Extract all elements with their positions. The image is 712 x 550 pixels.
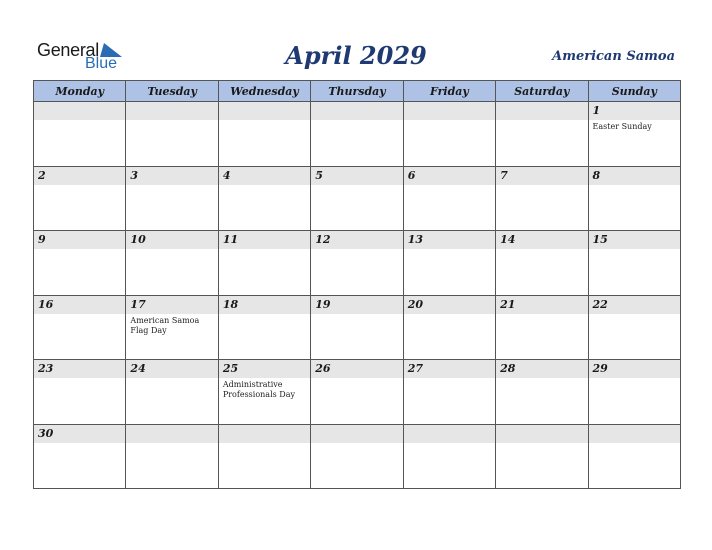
day-number (404, 102, 495, 120)
logo-blue-text: Blue (85, 55, 118, 72)
day-cell (34, 424, 126, 489)
day-number (126, 102, 217, 120)
day-cell (218, 231, 310, 296)
holiday-label (34, 185, 125, 187)
day-number: 3 (126, 167, 217, 185)
day-number: 24 (126, 360, 217, 378)
week-row (34, 166, 681, 231)
day-number (126, 425, 217, 443)
day-number: 27 (404, 360, 495, 378)
day-number: 18 (219, 296, 310, 314)
day-cell (311, 166, 403, 231)
day-cell (218, 424, 310, 489)
holiday-label (404, 314, 495, 316)
week-row (34, 231, 681, 296)
day-number: 28 (496, 360, 587, 378)
holiday-label (311, 378, 402, 380)
holiday-label (126, 378, 217, 380)
day-cell (496, 424, 588, 489)
holiday-label (496, 249, 587, 251)
day-number: 8 (589, 167, 680, 185)
holiday-label (311, 249, 402, 251)
holiday-label: Administrative Professionals Day (222, 380, 295, 399)
holiday-label (126, 185, 217, 187)
day-cell (496, 295, 588, 360)
day-cell (496, 166, 588, 231)
holiday-label (404, 185, 495, 187)
week-row (34, 295, 681, 360)
day-cell (126, 424, 218, 489)
holiday-label (219, 120, 310, 122)
holiday-label (34, 378, 125, 380)
day-cell (34, 102, 126, 167)
weekday-header: Thursday (311, 81, 403, 102)
week-row (34, 102, 681, 167)
holiday-label (589, 443, 680, 445)
holiday-label (496, 378, 587, 380)
day-cell (403, 295, 495, 360)
day-number (219, 102, 310, 120)
day-number: 22 (589, 296, 680, 314)
holiday-label (219, 249, 310, 251)
holiday-label (589, 185, 680, 187)
holiday-label (404, 443, 495, 445)
day-number: 20 (404, 296, 495, 314)
day-cell (218, 360, 310, 425)
day-cell (496, 102, 588, 167)
holiday-label (126, 443, 217, 445)
holiday-label (311, 120, 402, 122)
holiday-label (496, 120, 587, 122)
holiday-label (219, 443, 310, 445)
weekday-header: Monday (34, 81, 126, 102)
day-cell (311, 295, 403, 360)
day-number: 17 (126, 296, 217, 314)
holiday-label (311, 443, 402, 445)
weekday-header: Friday (403, 81, 495, 102)
calendar-grid (33, 80, 681, 489)
day-number: 1 (589, 102, 680, 120)
holiday-label (219, 314, 310, 316)
holiday-label (126, 249, 217, 251)
weekday-header: Tuesday (126, 81, 218, 102)
day-cell (34, 231, 126, 296)
day-cell (218, 166, 310, 231)
holiday-label (34, 249, 125, 251)
day-cell (403, 166, 495, 231)
weekday-header-row (34, 81, 681, 102)
day-number: 4 (219, 167, 310, 185)
day-number: 16 (34, 296, 125, 314)
day-number: 29 (589, 360, 680, 378)
day-cell (311, 231, 403, 296)
day-number (404, 425, 495, 443)
day-cell (311, 360, 403, 425)
day-cell (588, 166, 680, 231)
day-cell (588, 360, 680, 425)
holiday-label (496, 185, 587, 187)
region-name: American Samoa (552, 49, 675, 64)
holiday-label (126, 120, 217, 122)
holiday-label (589, 314, 680, 316)
holiday-label (589, 249, 680, 251)
holiday-label (219, 185, 310, 187)
calendar-title: April 2029 (285, 41, 427, 70)
day-number: 11 (219, 231, 310, 249)
day-cell (588, 295, 680, 360)
day-cell (126, 295, 218, 360)
holiday-label: Easter Sunday (592, 122, 652, 131)
day-number (589, 425, 680, 443)
day-number (34, 102, 125, 120)
day-cell (126, 360, 218, 425)
day-number (311, 102, 402, 120)
logo-general-text: General (37, 40, 99, 60)
holiday-label (589, 378, 680, 380)
day-cell (34, 166, 126, 231)
holiday-label (311, 314, 402, 316)
day-cell (34, 295, 126, 360)
day-number: 6 (404, 167, 495, 185)
day-cell (403, 102, 495, 167)
day-number: 5 (311, 167, 402, 185)
day-cell (403, 360, 495, 425)
day-number (496, 102, 587, 120)
holiday-label (404, 120, 495, 122)
holiday-label (404, 378, 495, 380)
holiday-label (311, 185, 402, 187)
day-cell (311, 424, 403, 489)
day-cell (496, 360, 588, 425)
weekday-header: Saturday (496, 81, 588, 102)
day-number: 9 (34, 231, 125, 249)
day-cell (403, 424, 495, 489)
holiday-label (496, 314, 587, 316)
day-number: 2 (34, 167, 125, 185)
day-cell (218, 295, 310, 360)
day-number: 21 (496, 296, 587, 314)
day-number: 10 (126, 231, 217, 249)
day-number: 14 (496, 231, 587, 249)
day-number: 19 (311, 296, 402, 314)
weekday-header: Sunday (588, 81, 680, 102)
day-cell (126, 102, 218, 167)
week-row (34, 424, 681, 489)
holiday-label (404, 249, 495, 251)
holiday-label: American Samoa Flag Day (130, 315, 200, 335)
day-cell (588, 424, 680, 489)
day-number: 23 (34, 360, 125, 378)
day-number: 26 (311, 360, 402, 378)
day-cell (403, 231, 495, 296)
day-number: 13 (404, 231, 495, 249)
day-cell (126, 231, 218, 296)
day-number: 7 (496, 167, 587, 185)
holiday-label (496, 443, 587, 445)
day-cell (34, 360, 126, 425)
day-cell (496, 231, 588, 296)
weekday-header: Wednesday (218, 81, 310, 102)
day-number: 25 (219, 360, 310, 378)
day-cell (126, 166, 218, 231)
holiday-label (34, 120, 125, 122)
day-number: 12 (311, 231, 402, 249)
holiday-label (34, 443, 125, 445)
week-row (34, 360, 681, 425)
day-number (496, 425, 587, 443)
day-cell (218, 102, 310, 167)
holiday-label (34, 314, 125, 316)
day-number (311, 425, 402, 443)
day-number: 15 (589, 231, 680, 249)
day-cell (311, 102, 403, 167)
day-number: 30 (34, 425, 125, 443)
day-number (219, 425, 310, 443)
day-cell (588, 231, 680, 296)
day-cell (588, 102, 680, 167)
